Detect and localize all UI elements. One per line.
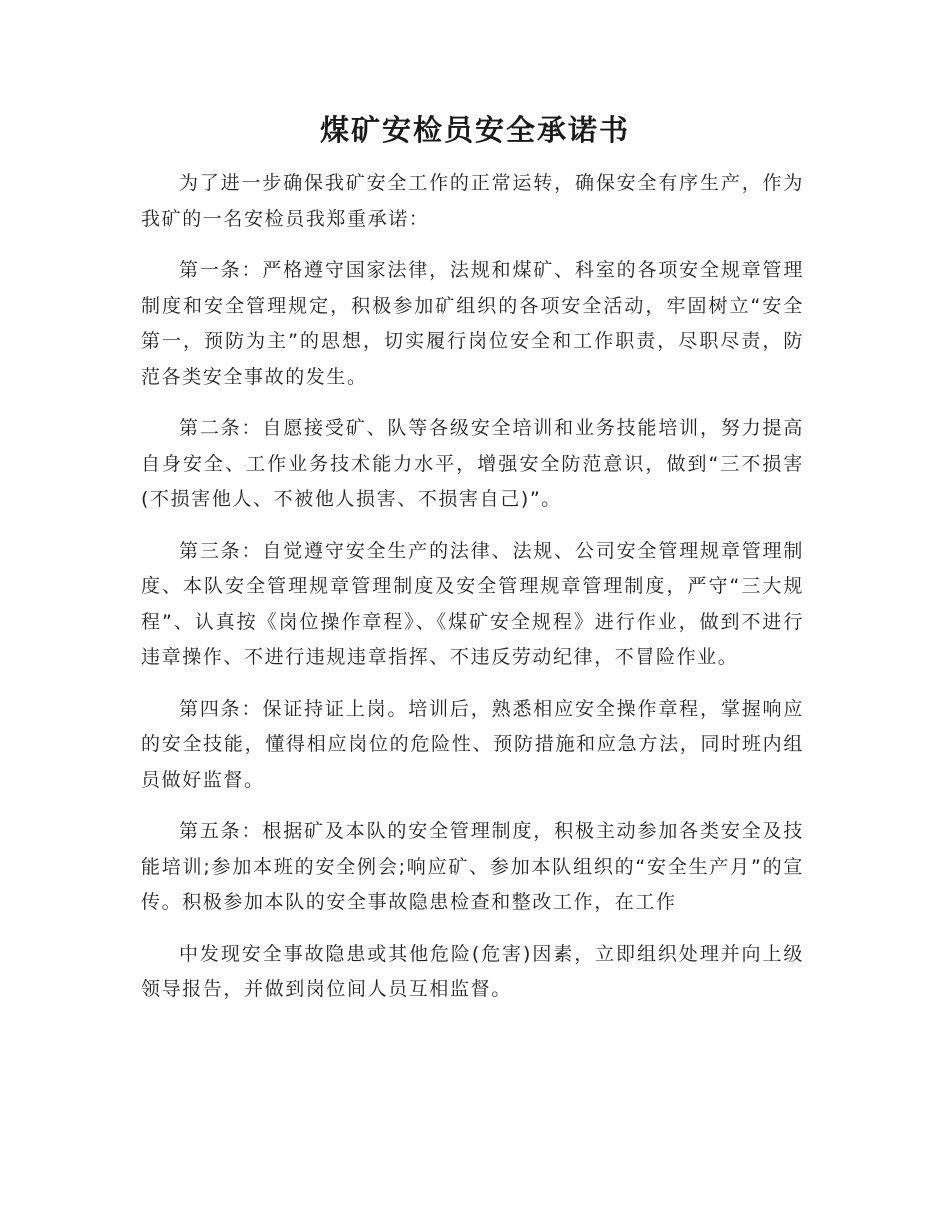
article-1-paragraph: 第一条：严格遵守国家法律，法规和煤矿、科室的各项安全规章管理制度和安全管理规定，积极参加矿组织的各项安全活动，牢固树立“安全第一，预防为主”的思想，切实履行岗位安全和工作职责，尽职尽责，防范各类安全事故的发生。: [141, 259, 804, 388]
intro-paragraph: 为了进一步确保我矿安全工作的正常运转，确保安全有序生产，作为我矿的一名安检员我郑重承诺：: [141, 172, 804, 230]
document-title: 煤矿安检员安全承诺书: [319, 113, 630, 147]
continuation-paragraph: 中发现安全事故隐患或其他危险(危害)因素，立即组织处理并向上级领导报告，并做到岗位间人员互相监督。: [141, 942, 804, 1000]
article-3-paragraph: 第三条：自觉遵守安全生产的法律、法规、公司安全管理规章管理制度、本队安全管理规章管理制度及安全管理规章管理制度，严守“三大规程”、认真按《岗位操作章程》、《煤矿安全规程》进行作业，做到不进行违章操作、不进行违规违章指挥、不违反劳动纪律，不冒险作业。: [141, 539, 804, 668]
article-5-paragraph: 第五条：根据矿及本队的安全管理制度，积极主动参加各类安全及技能培训;参加本班的安全例会;响应矿、参加本队组织的“安全生产月”的宣传。积极参加本队的安全事故隐患检查和整改工作，在工作: [141, 820, 804, 913]
document-body: [141, 166, 804, 1024]
article-2-paragraph: 第二条：自愿接受矿、队等各级安全培训和业务技能培训，努力提高自身安全、工作业务技术能力水平，增强安全防范意识，做到“三不损害(不损害他人、不被他人损害、不损害自己)”。: [141, 417, 804, 510]
article-4-paragraph: 第四条：保证持证上岗。培训后，熟悉相应安全操作章程，掌握响应的安全技能，懂得相应岗位的危险性、预防措施和应急方法，同时班内组员做好监督。: [141, 697, 804, 791]
